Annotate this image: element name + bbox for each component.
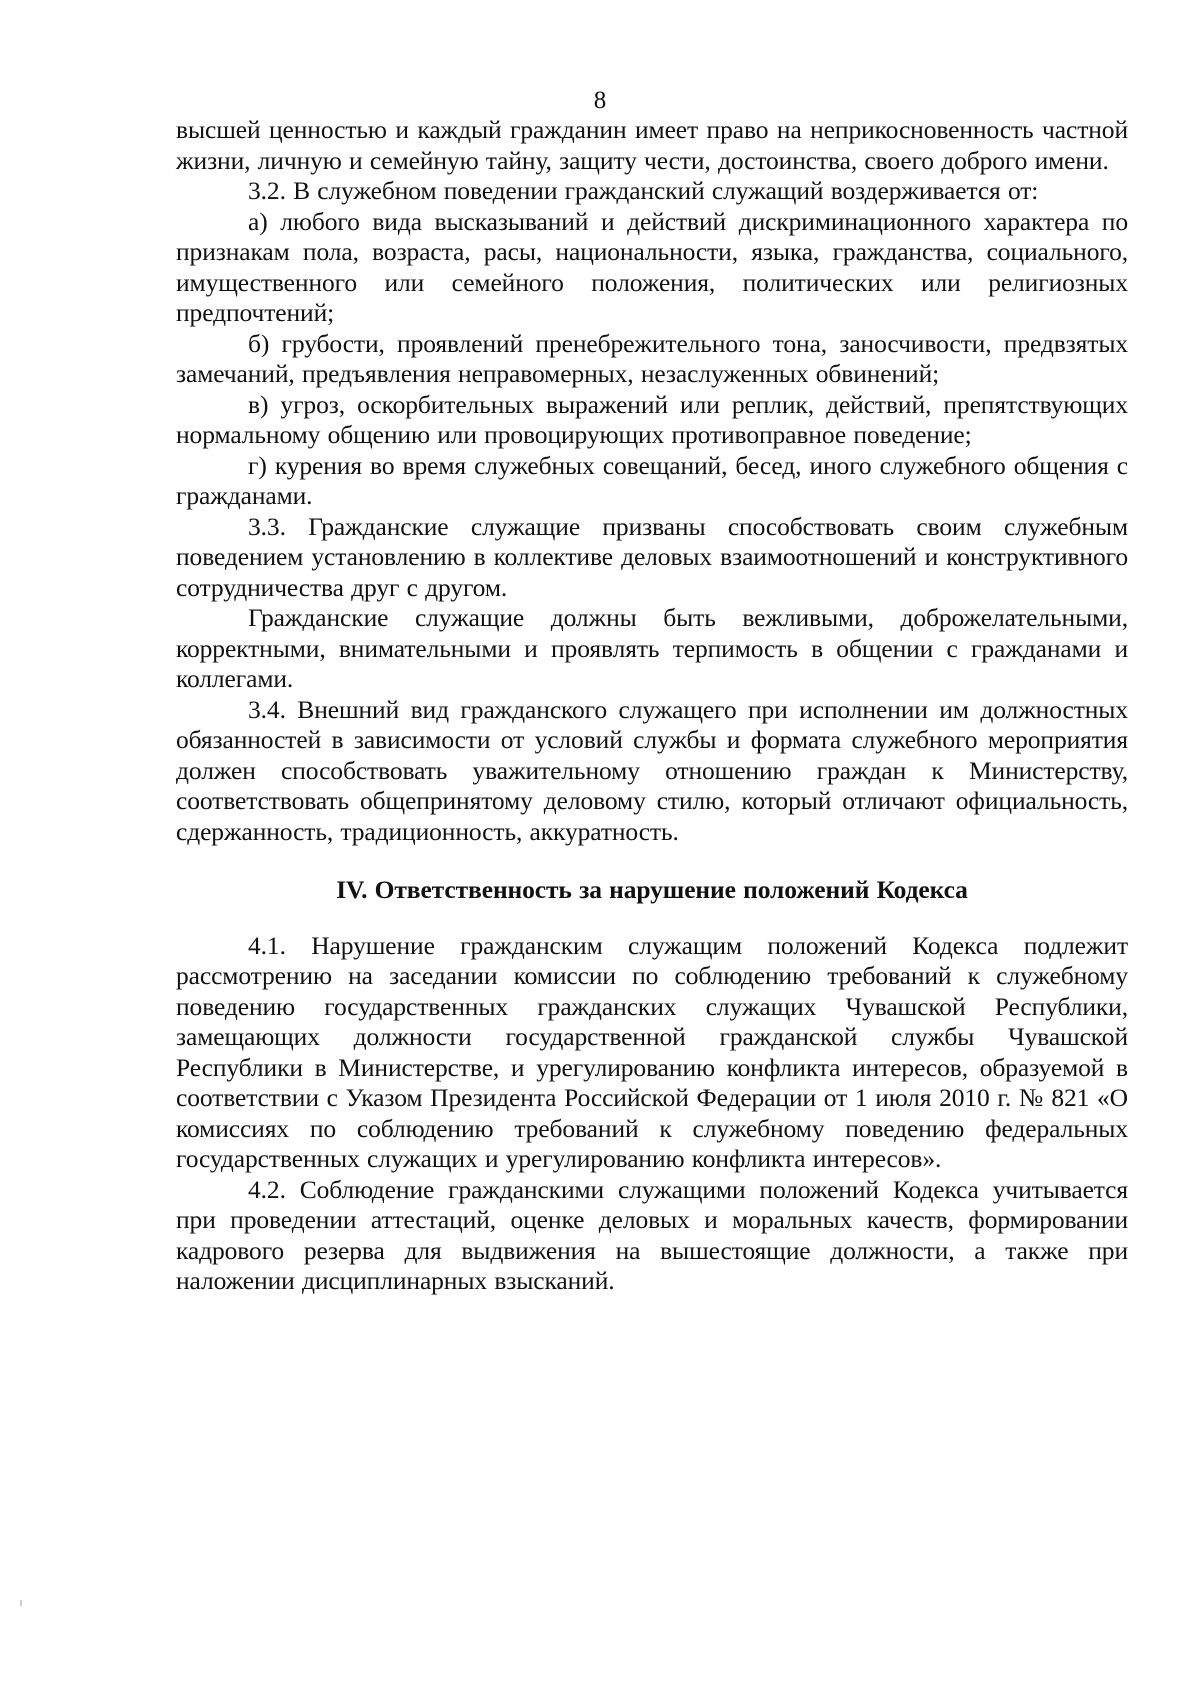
document-body	[176, 115, 1128, 1297]
paragraph-3-3: 3.3. Гражданские служащие призваны способствовать своим служебным поведением установлению в коллективе деловых взаимоотношений и конструктивного сотрудничества друг с другом.	[176, 511, 1128, 602]
paragraph-3-2-a: а) любого вида высказываний и действий дискриминационного характера по признакам пола, возраста, расы, национальности, языка, гражданства, социального, имущественного или семейного положения, политических или религиозных предпочтений;	[176, 206, 1128, 327]
paragraph-3-2-b: б) грубости, проявлений пренебрежительного тона, заносчивости, предвзятых замечаний, предъявления неправомерных, незаслуженных обвинений;	[176, 328, 1128, 388]
paragraph-3-3-courtesy: Гражданские служащие должны быть вежливыми, доброжелательными, корректными, внимательными и проявлять терпимость в общении с гражданами и коллегами.	[176, 603, 1128, 693]
section-heading: IV. Ответственность за нарушение положений Кодекса	[336, 875, 968, 904]
page-number: 8	[593, 87, 607, 114]
scan-mark	[20, 1600, 22, 1606]
paragraph-4-1: 4.1. Нарушение гражданским служащим положений Кодекса подлежит рассмотрению на заседании комиссии по соблюдению требований к служебному поведению государственных гражданских служащих Чувашской Республики, замещающих должности государственной гражданской службы Чувашской Республики в Министерстве, и урегулированию конфликта интересов, образуемой в соответствии с Указом Президента Российской Федерации от 1 июля 2010 г. № 821 «О комиссиях по соблюдению требований к служебному поведению федеральных государственных служащих и урегулированию конфликта интересов».	[176, 930, 1128, 1173]
paragraph-continuation: высшей ценностью и каждый гражданин имеет право на неприкосновенность частной жизни, личную и семейную тайну, защиту чести, достоинства, своего доброго имени.	[176, 115, 1128, 175]
paragraph-4-2: 4.2. Соблюдение гражданскими служащими положений Кодекса учитывается при проведении аттестаций, оценке деловых и моральных качеств, формировании кадрового резерва для выдвижения на вышестоящие должности, а также при наложении дисциплинарных взысканий.	[176, 1174, 1128, 1295]
paragraph-3-2-v: в) угроз, оскорбительных выражений или реплик, действий, препятствующих нормальному общению или провоцирующих противоправное поведение;	[176, 389, 1128, 449]
paragraph-3-2-g: г) курения во время служебных совещаний, бесед, иного служебного общения с гражданами.	[176, 450, 1128, 510]
paragraph-3-2: 3.2. В служебном поведении гражданский служащий воздерживается от:	[248, 176, 1039, 205]
paragraph-3-4: 3.4. Внешний вид гражданского служащего при исполнении им должностных обязанностей в зависимости от условий службы и формата служебного мероприятия должен способствовать уважительному отношению граждан к Министерству, соответствовать общепринятому деловому стилю, который отличают официальность, сдержанность, традиционность, аккуратность.	[176, 694, 1128, 846]
